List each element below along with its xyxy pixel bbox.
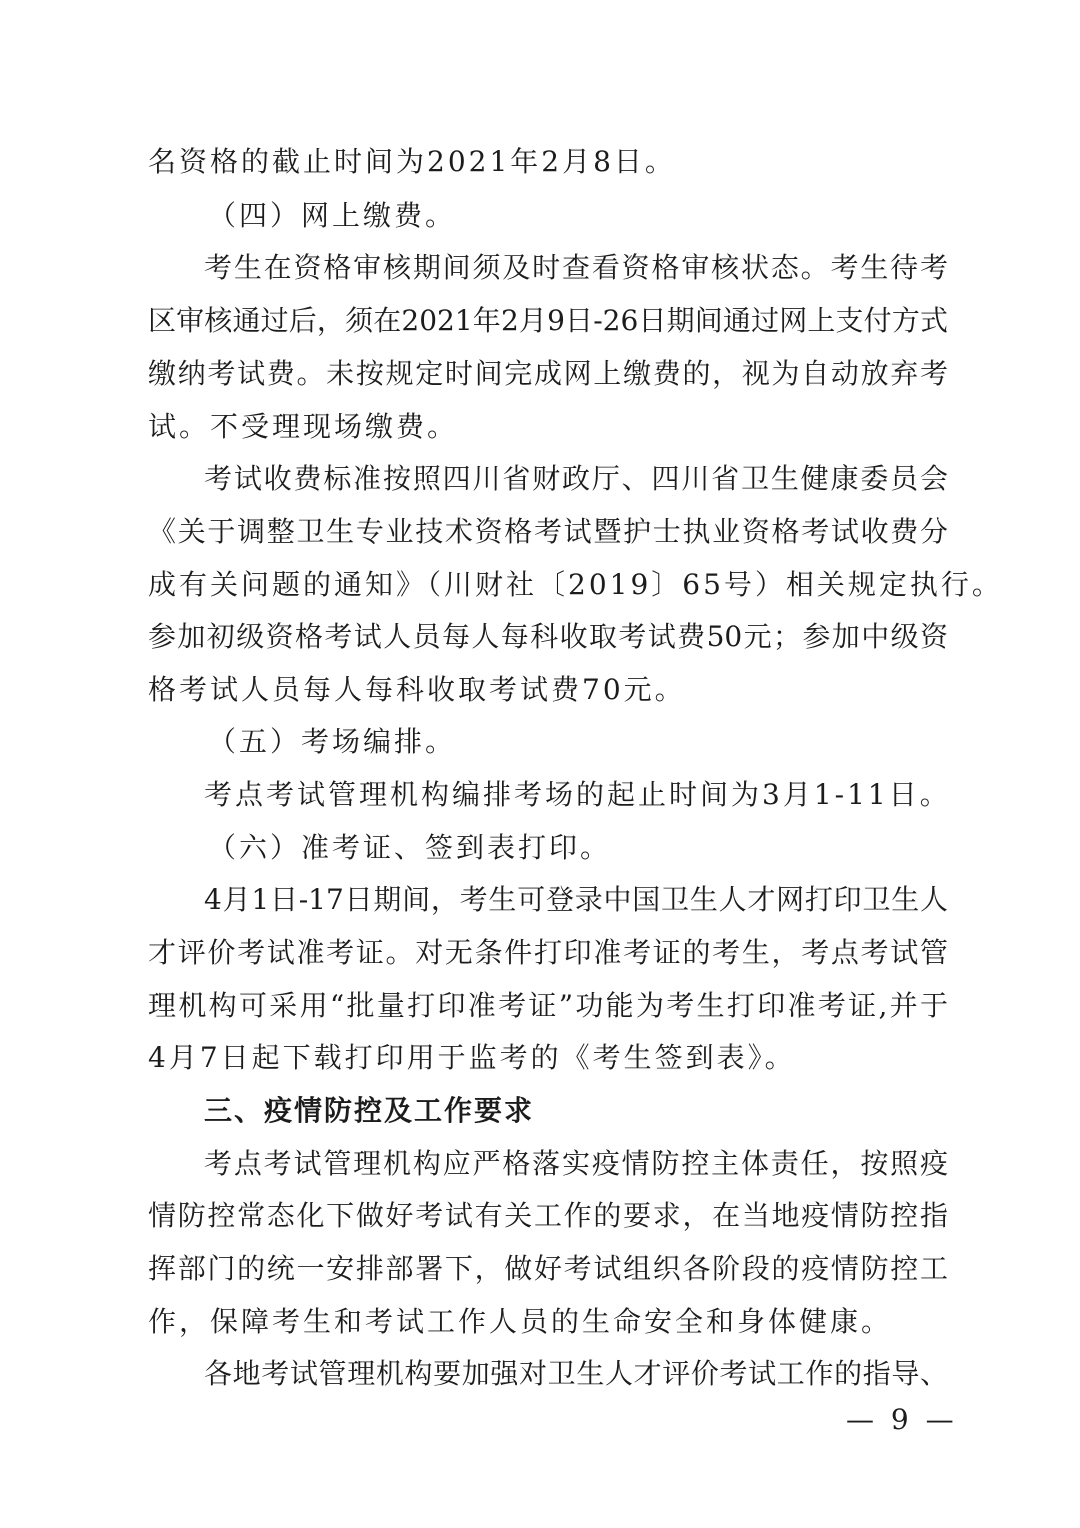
text-line-15: 4月1日-17日期间，考生可登录中国卫生人才网打印卫生人 bbox=[204, 883, 948, 916]
text-line-16: 才评价考试准考证。对无条件打印准考证的考生，考点考试管 bbox=[148, 936, 948, 969]
text-line-5: 缴纳考试费。未按规定时间完成网上缴费的，视为自动放弃考 bbox=[148, 357, 948, 390]
text-line-11: 格考试人员每人每科收取考试费70元。 bbox=[148, 673, 686, 706]
text-line-23: 作，保障考生和考试工作人员的生命安全和身体健康。 bbox=[148, 1305, 893, 1338]
text-line-1: 名资格的截止时间为2021年2月8日。 bbox=[148, 145, 676, 178]
text-line-7: 考试收费标准按照四川省财政厅、四川省卫生健康委员会 bbox=[204, 462, 948, 495]
chapter-heading-3: 三、疫情防控及工作要求 bbox=[204, 1094, 535, 1127]
text-line-10: 参加初级资格考试人员每人每科收取考试费50元；参加中级资 bbox=[148, 620, 948, 653]
text-line-4: 区审核通过后，须在2021年2月9日-26日期间通过网上支付方式 bbox=[148, 304, 948, 337]
text-line-24: 各地考试管理机构要加强对卫生人才评价考试工作的指导、 bbox=[204, 1357, 948, 1390]
section-heading-6: （六）准考证、签到表打印。 bbox=[208, 831, 612, 864]
text-line-6: 试。不受理现场缴费。 bbox=[148, 410, 459, 443]
text-line-13: 考点考试管理机构编排考场的起止时间为3月1-11日。 bbox=[204, 778, 951, 811]
text-line-9: 成有关问题的通知》（川财社〔2019〕65号）相关规定执行。 bbox=[148, 568, 1003, 601]
text-line-8: 《关于调整卫生专业技术资格考试暨护士执业资格考试收费分 bbox=[148, 515, 948, 548]
text-line-20: 考点考试管理机构应严格落实疫情防控主体责任，按照疫 bbox=[204, 1147, 948, 1180]
text-line-22: 挥部门的统一安排部署下，做好考试组织各阶段的疫情防控工 bbox=[148, 1252, 948, 1285]
text-line-21: 情防控常态化下做好考试有关工作的要求，在当地疫情防控指 bbox=[148, 1199, 948, 1232]
section-heading-4: （四）网上缴费。 bbox=[208, 199, 457, 232]
text-line-18: 4月7日起下载打印用于监考的《考生签到表》。 bbox=[148, 1041, 796, 1074]
page-number: — 9 — bbox=[846, 1403, 958, 1436]
text-line-17: 理机构可采用“批量打印准考证”功能为考生打印准考证,并于 bbox=[148, 989, 948, 1022]
section-heading-5: （五）考场编排。 bbox=[208, 725, 457, 758]
text-line-3: 考生在资格审核期间须及时查看资格审核状态。考生待考 bbox=[204, 251, 948, 284]
